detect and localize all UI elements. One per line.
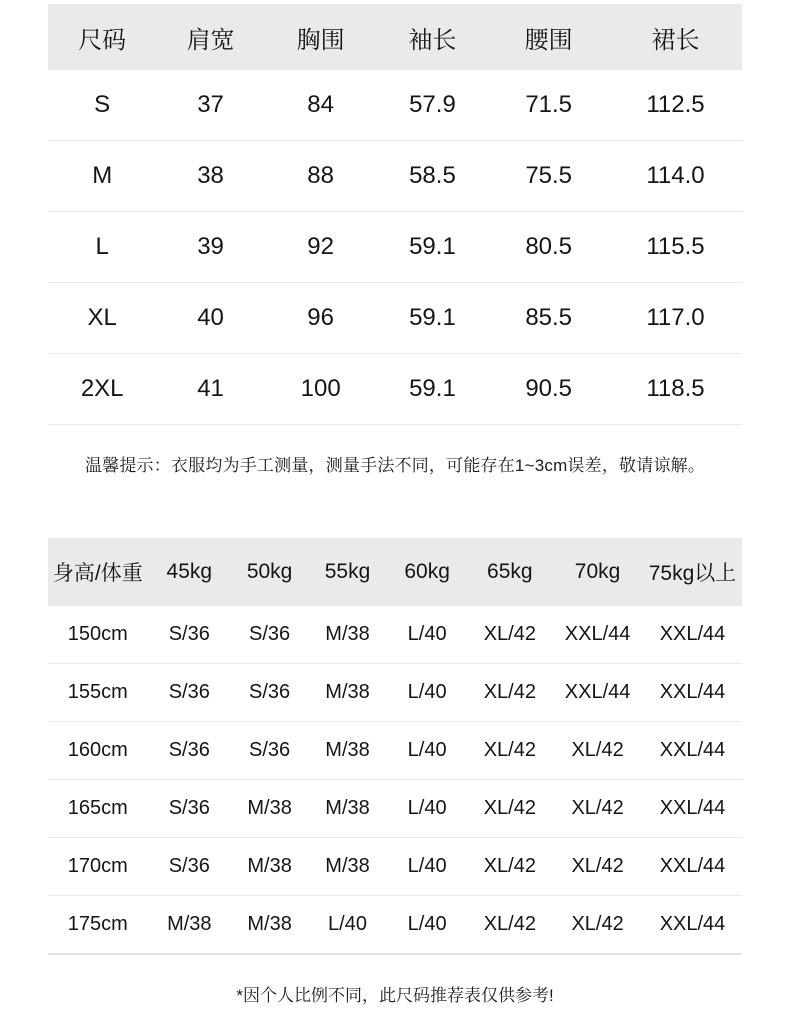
value-cell: 38 bbox=[156, 141, 264, 212]
value-cell: XL/42 bbox=[467, 664, 552, 722]
value-cell: 88 bbox=[265, 141, 377, 212]
column-header-cell: 尺码 bbox=[48, 4, 156, 70]
value-cell: M/38 bbox=[231, 838, 308, 896]
value-cell: XXL/44 bbox=[552, 606, 643, 664]
value-cell: XXL/44 bbox=[643, 606, 742, 664]
value-cell: XXL/44 bbox=[643, 838, 742, 896]
table-row bbox=[48, 838, 742, 896]
table-header-row bbox=[48, 4, 742, 70]
table-row bbox=[48, 664, 742, 722]
value-cell: M/38 bbox=[308, 722, 387, 780]
table-row bbox=[48, 283, 742, 354]
table-header-row bbox=[48, 538, 742, 606]
size-recommendation-body bbox=[48, 606, 742, 954]
value-cell: M/38 bbox=[231, 780, 308, 838]
value-cell: XL/42 bbox=[552, 780, 643, 838]
value-cell: XXL/44 bbox=[643, 664, 742, 722]
value-cell: L/40 bbox=[387, 606, 468, 664]
value-cell: S/36 bbox=[148, 722, 231, 780]
measurement-disclaimer-note: 温馨提示：衣服均为手工测量，测量手法不同，可能存在1~3cm误差，敬请谅解。 bbox=[84, 456, 706, 475]
reference-disclaimer-note: *因个人比例不同，此尺码推荐表仅供参考! bbox=[236, 986, 554, 1005]
value-cell: L/40 bbox=[308, 896, 387, 955]
value-cell: 84 bbox=[265, 70, 377, 141]
value-cell: XL/42 bbox=[552, 722, 643, 780]
value-cell: 39 bbox=[156, 212, 264, 283]
size-measurements-table bbox=[48, 4, 742, 425]
row-label-cell: 160cm bbox=[48, 722, 148, 780]
value-cell: 100 bbox=[265, 354, 377, 425]
value-cell: XXL/44 bbox=[643, 722, 742, 780]
column-header-cell: 55kg bbox=[308, 538, 387, 606]
value-cell: 59.1 bbox=[377, 283, 489, 354]
column-header-cell: 75kg以上 bbox=[643, 538, 742, 606]
value-cell: S/36 bbox=[231, 722, 308, 780]
value-cell: 80.5 bbox=[488, 212, 609, 283]
row-label-cell: S bbox=[48, 70, 156, 141]
value-cell: S/36 bbox=[231, 606, 308, 664]
table-row bbox=[48, 354, 742, 425]
table-row bbox=[48, 722, 742, 780]
value-cell: S/36 bbox=[148, 780, 231, 838]
row-label-cell: 175cm bbox=[48, 896, 148, 955]
value-cell: 57.9 bbox=[377, 70, 489, 141]
value-cell: 40 bbox=[156, 283, 264, 354]
value-cell: 37 bbox=[156, 70, 264, 141]
value-cell: M/38 bbox=[308, 664, 387, 722]
value-cell: XL/42 bbox=[467, 896, 552, 955]
value-cell: M/38 bbox=[308, 838, 387, 896]
value-cell: L/40 bbox=[387, 722, 468, 780]
table-row bbox=[48, 780, 742, 838]
table-row bbox=[48, 212, 742, 283]
row-label-cell: 150cm bbox=[48, 606, 148, 664]
row-label-cell: 155cm bbox=[48, 664, 148, 722]
value-cell: S/36 bbox=[148, 606, 231, 664]
column-header-cell: 45kg bbox=[148, 538, 231, 606]
value-cell: L/40 bbox=[387, 780, 468, 838]
value-cell: S/36 bbox=[231, 664, 308, 722]
value-cell: 85.5 bbox=[488, 283, 609, 354]
column-header-cell: 袖长 bbox=[377, 4, 489, 70]
column-header-cell: 腰围 bbox=[488, 4, 609, 70]
row-label-cell: 2XL bbox=[48, 354, 156, 425]
value-cell: 71.5 bbox=[488, 70, 609, 141]
column-header-cell: 肩宽 bbox=[156, 4, 264, 70]
column-header-cell: 60kg bbox=[387, 538, 468, 606]
value-cell: 117.0 bbox=[609, 283, 742, 354]
value-cell: XL/42 bbox=[467, 838, 552, 896]
value-cell: XXL/44 bbox=[643, 896, 742, 955]
value-cell: 112.5 bbox=[609, 70, 742, 141]
table-row bbox=[48, 141, 742, 212]
value-cell: XXL/44 bbox=[643, 780, 742, 838]
column-header-cell: 65kg bbox=[467, 538, 552, 606]
row-label-cell: 170cm bbox=[48, 838, 148, 896]
value-cell: XL/42 bbox=[467, 780, 552, 838]
row-label-cell: L bbox=[48, 212, 156, 283]
value-cell: M/38 bbox=[148, 896, 231, 955]
size-measurements-body bbox=[48, 70, 742, 425]
value-cell: 59.1 bbox=[377, 354, 489, 425]
size-recommendation-table bbox=[48, 538, 742, 955]
value-cell: 41 bbox=[156, 354, 264, 425]
value-cell: 75.5 bbox=[488, 141, 609, 212]
value-cell: L/40 bbox=[387, 896, 468, 955]
value-cell: 59.1 bbox=[377, 212, 489, 283]
value-cell: S/36 bbox=[148, 664, 231, 722]
value-cell: XL/42 bbox=[467, 606, 552, 664]
row-label-cell: XL bbox=[48, 283, 156, 354]
value-cell: 118.5 bbox=[609, 354, 742, 425]
value-cell: S/36 bbox=[148, 838, 231, 896]
value-cell: 90.5 bbox=[488, 354, 609, 425]
row-label-cell: 165cm bbox=[48, 780, 148, 838]
value-cell: XL/42 bbox=[467, 722, 552, 780]
value-cell: XXL/44 bbox=[552, 664, 643, 722]
value-cell: M/38 bbox=[231, 896, 308, 955]
column-header-cell: 身高/体重 bbox=[48, 538, 148, 606]
table-row bbox=[48, 70, 742, 141]
column-header-cell: 胸围 bbox=[265, 4, 377, 70]
table-row bbox=[48, 606, 742, 664]
value-cell: 58.5 bbox=[377, 141, 489, 212]
value-cell: 96 bbox=[265, 283, 377, 354]
value-cell: 114.0 bbox=[609, 141, 742, 212]
value-cell: 115.5 bbox=[609, 212, 742, 283]
column-header-cell: 裙长 bbox=[609, 4, 742, 70]
table-row bbox=[48, 896, 742, 955]
value-cell: M/38 bbox=[308, 780, 387, 838]
column-header-cell: 70kg bbox=[552, 538, 643, 606]
value-cell: M/38 bbox=[308, 606, 387, 664]
value-cell: 92 bbox=[265, 212, 377, 283]
row-label-cell: M bbox=[48, 141, 156, 212]
value-cell: L/40 bbox=[387, 838, 468, 896]
value-cell: XL/42 bbox=[552, 896, 643, 955]
value-cell: L/40 bbox=[387, 664, 468, 722]
value-cell: XL/42 bbox=[552, 838, 643, 896]
column-header-cell: 50kg bbox=[231, 538, 308, 606]
